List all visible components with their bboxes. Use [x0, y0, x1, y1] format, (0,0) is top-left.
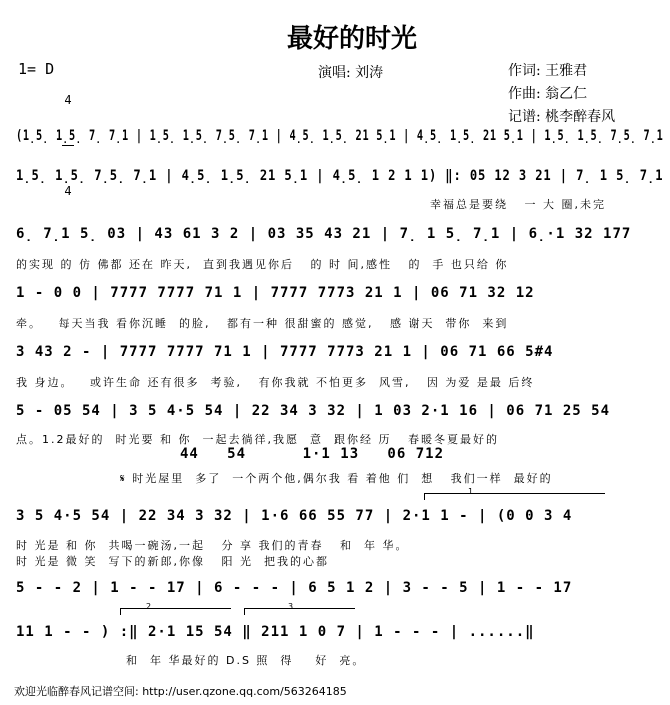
score-line-5: 3 43 2 - | 7777 7777 71 1 | 7777 7773 21 1 | 06 71 66 5#4: [16, 344, 554, 360]
volta-bracket-1: [424, 493, 605, 500]
song-title: 最好的时光: [287, 24, 418, 54]
lyric-line-6: 点。1.2最好的 时光要 和 你 一起去徜徉,我愿 意 跟你经 历 春暖冬夏最好的: [16, 433, 499, 446]
score-line-9: 5 - - 2 | 1 - - 17 | 6 - - - | 6 5 1 2 | 3 - - 5 | 1 - - 17: [16, 580, 573, 596]
lyricist: 作词: 王雅君: [508, 63, 588, 79]
volta-bracket-2: [120, 608, 231, 615]
transcriber: 记谱: 桃李醉春风: [508, 109, 616, 125]
lyric-line-8b: 时 光是 微 笑 写下的新郎,你像 阳 光 把我的心都: [16, 555, 329, 568]
time-signature-top: 4: [64, 93, 72, 107]
score-line-2: 1̣5̣ 1̣5̣ 7̣5̣ 7̣1 | 4̣5̣ 1̣5̣ 21 5̣1 | 4̣5̣ 1 2 1 1) ‖: 05 12 3 21 | 7̣ 1 5̣ 7̣1: [16, 168, 664, 184]
lyric-line-2: 幸福总是要绕 一 大 圈,未完: [430, 198, 606, 211]
lyric-line-3: 的实现 的 仿 佛都 还在 昨天, 直到我遇见你后 的 时 间,感性 的 手 也只给 你: [16, 258, 509, 271]
lyric-line-10: 和 年 华最好的 D.S 照 得 好 亮。: [126, 654, 366, 667]
score-line-3: 6̣ 7̣1 5̣ 03 | 43 61 3 2 | 03 35 43 21 | 7̣ 1 5̣ 7̣1 | 6̣·1 32 177: [16, 226, 632, 242]
lyric-line-7: 𝄋 时光屋里 多了 一个两个他,偶尔我 看 着他 们 想 我们一样 最好的: [120, 472, 553, 485]
volta-label-1: 1: [468, 487, 474, 496]
volta-label-3: 3: [288, 602, 294, 611]
score-line-10: 11 1 - - ) :‖ 2·1 15 54 ‖ 211 1 0 7 | 1 - - - | ......‖: [16, 624, 535, 640]
score-line-1: (1̣5̣ 1̣5̣ 7̣ 7̣1 | 1̣5̣ 1̣5̣ 7̣5̣ 7̣1 | 4̣5̣ 1̣5̣ 21 5̣1 | 4̣5̣ 1̣5̣ 21 5̣1 | 1̣5̣ 1̣5̣ 7̣5̣ 7̣1: [16, 128, 664, 144]
score-line-8: 3 5 4·5 54 | 22 34 3 32 | 1·6 66 55 77 | 2·1 1 - | (0 0 3 4: [16, 508, 573, 524]
score-line-6: 5 - 05 54 | 3 5 4·5 54 | 22 34 3 32 | 1 03 2·1 16 | 06 71 25 54: [16, 403, 611, 419]
composer: 作曲: 翁乙仁: [508, 86, 588, 102]
volta-bracket-3: [244, 608, 355, 615]
lyric-line-5: 我 身边。 或许生命 还有很多 考验, 有你我就 不怕更多 风雪, 因 为爱 是最 后终: [16, 376, 535, 389]
key-signature: 1= D: [18, 60, 55, 78]
singer: 演唱: 刘涛: [318, 65, 384, 81]
score-line-4: 1 - 0 0 | 7777 7777 71 1 | 7777 7773 21 1 | 06 71 32 12: [16, 285, 535, 301]
footer-text: 欢迎光临醉春风记谱空间: http://user.qzone.qq.com/563264185: [14, 685, 347, 698]
volta-label-2: 2: [146, 602, 152, 611]
time-signature-bottom: 4: [64, 184, 72, 198]
lyric-line-8a: 时 光是 和 你 共喝一碗汤,一起 分 享 我们的青春 和 年 华。: [16, 539, 409, 552]
lyric-line-4: 牵。 每天当我 看你沉睡 的脸, 都有一种 很甜蜜的 感觉, 感 谢天 带你 来到: [16, 317, 509, 330]
score-line-7: 44 54 1·1 13 06 712: [180, 446, 445, 462]
